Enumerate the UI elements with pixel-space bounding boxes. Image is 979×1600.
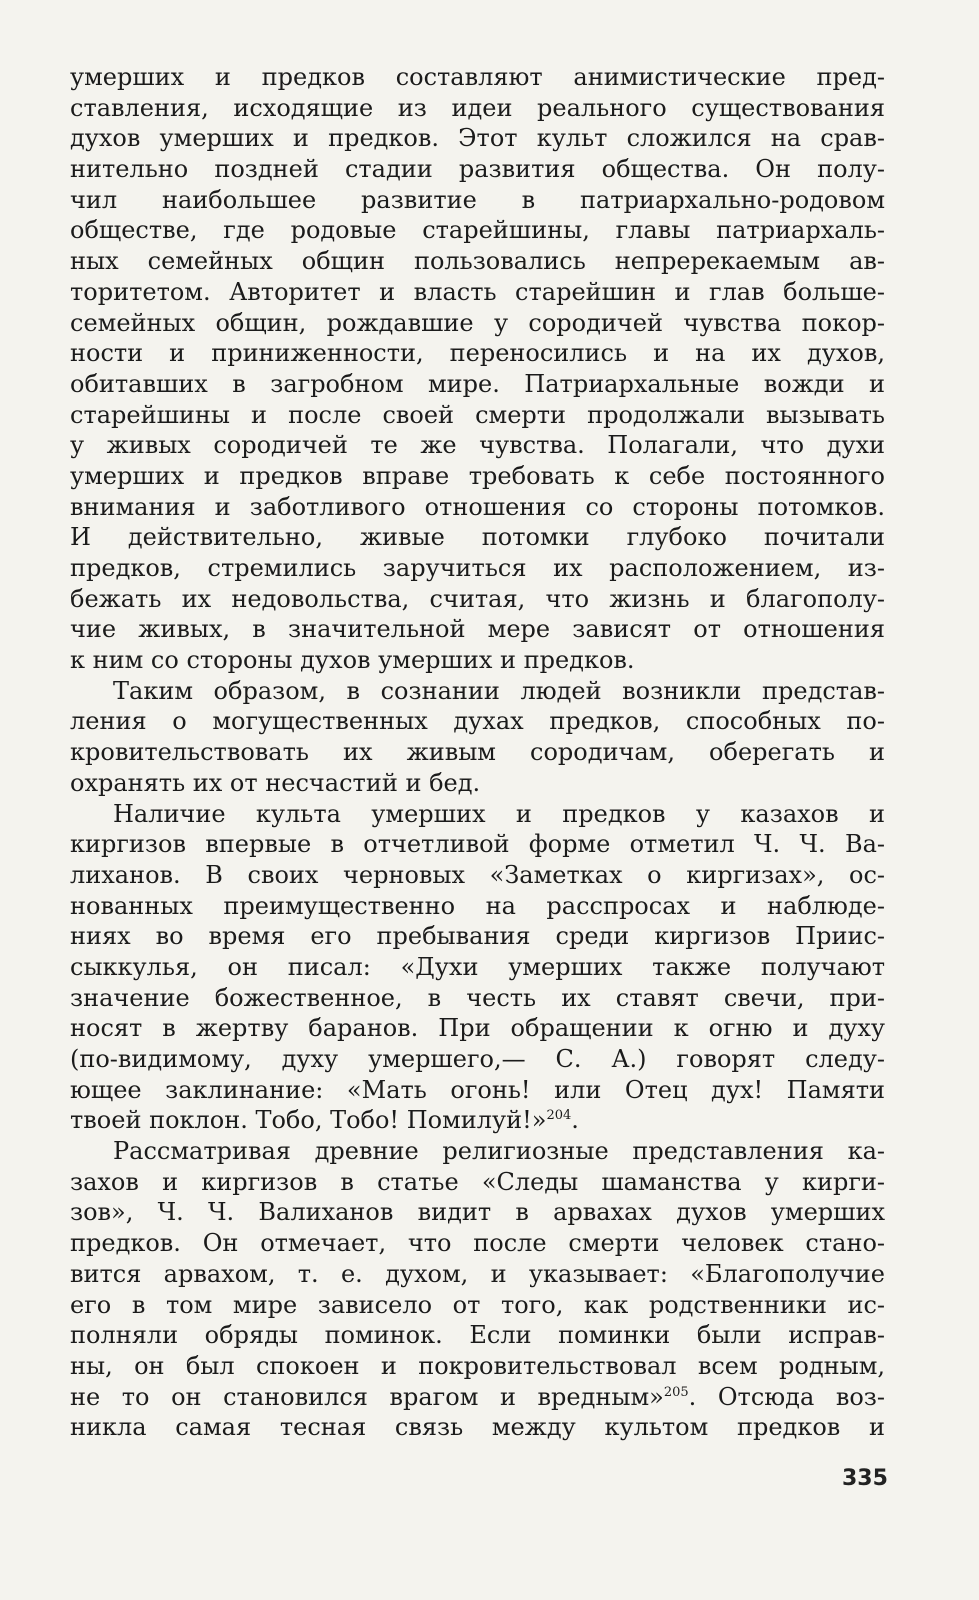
text-line [70,1351,885,1382]
text-line-content: сыккулья, он писал: «Духи умерших также получают [70,952,885,981]
text-line-content: предков, стремились заручиться их расположением, из- [70,554,885,582]
text-line-content: киргизов впервые в отчетливой форме отметил Ч. Ч. Ва- [70,830,885,859]
text-line [70,983,885,1014]
text-line-content: предков. Он отмечает, что после смерти человек стано- [70,1229,885,1258]
text-line-content: твоей поклон. Тобо, Тобо! Помилуй!» [70,1106,547,1135]
text-line [70,93,885,124]
text-line [70,860,885,891]
text-line [70,1044,885,1075]
text-line-content: Наличие культа умерших и предков у казахов и [113,799,885,828]
text-line-content: захов и киргизов в статье «Следы шаманства у кирги- [70,1167,885,1196]
text-line [70,215,885,246]
text-line [70,1136,885,1167]
text-line [70,369,885,400]
text-line-content: ющее заклинание: «Мать огонь! или Отец дух! Памяти [70,1075,885,1104]
text-line [70,185,885,216]
text-line [70,400,885,431]
text-line [70,461,885,492]
text-line [70,737,885,768]
text-line-content: старейшины и после своей смерти продолжали вызывать [70,400,885,429]
text-line [70,1382,885,1413]
text-line [70,676,885,707]
text-line [70,829,885,860]
text-line-content: его в том мире зависело от того, как родственники ис- [70,1290,885,1319]
page-number: 335 [842,1466,888,1491]
text-line [70,645,885,676]
text-line [70,1105,885,1136]
text-line-content: у живых сородичей те же чувства. Полагали, что духи [70,431,885,460]
text-line-content: не то он становился врагом и вредным» [70,1382,664,1411]
text-line [70,1075,885,1106]
text-line [70,522,885,553]
text-line-content: Рассматривая древние религиозные представления ка- [113,1137,885,1166]
text-line [70,154,885,185]
text-line-content: вится арвахом, т. е. духом, и указывает: «Благополучие [70,1259,885,1288]
text-line [70,123,885,154]
text-line [70,1013,885,1044]
text-line [70,1259,885,1290]
text-line [70,430,885,461]
text-line [70,1228,885,1259]
text-line-content: обитавших в загробном мире. Патриархальные вожди и [70,369,885,398]
text-line-content: умерших и предков составляют анимистические пред- [70,63,885,91]
text-line-content: торитетом. Авторитет и власть старейшин и глав больше- [70,277,885,306]
text-line [70,246,885,277]
text-line-content: лиханов. В своих черновых «Заметках о киргизах», ос- [70,860,885,889]
text-line [70,584,885,615]
text-line-content: ных семейных общин пользовались непререкаемым ав- [70,247,885,276]
text-line-content: нованных преимущественно на расспросах и наблюде- [70,891,885,920]
text-line [70,768,885,799]
text-line [70,1320,885,1351]
text-line-content: никла самая тесная связь между культом предков и [70,1413,885,1442]
text-line [70,614,885,645]
footnote-reference: 205 [663,1384,689,1400]
text-line [70,891,885,922]
text-line-content: И действительно, живые потомки глубоко почитали [70,523,885,552]
text-line-content: умерших и предков вправе требовать к себе постоянного [70,461,885,490]
text-line-content: ления о могущественных духах предков, способных по- [70,707,885,736]
text-line-content: охранять их от несчастий и бед. [70,768,481,797]
text-line-content: Таким образом, в сознании людей возникли представ- [113,676,885,705]
text-line-content: чие живых, в значительной мере зависят от отношения [70,615,885,644]
text-line-content: бежать их недовольства, считая, что жизнь и благополу- [70,584,885,613]
text-line [70,952,885,983]
text-line-content: носят в жертву баранов. При обращении к огню и духу [70,1014,885,1043]
text-line [70,553,885,584]
text-line [70,799,885,830]
text-line [70,1197,885,1228]
text-line-content: кровительствовать их живым сородичам, оберегать и [70,738,885,767]
text-line [70,338,885,369]
text-line-content: зов», Ч. Ч. Валиханов видит в арвахах духов умерших [70,1198,885,1227]
text-line-tail: . [571,1106,579,1135]
text-line-content: нительно поздней стадии развития общества. Он полу- [70,155,885,184]
text-line-content: к ним со стороны духов умерших и предков. [70,646,635,675]
text-line-content: ности и приниженности, переносились и на их духов, [70,339,885,368]
text-line [70,277,885,308]
text-line-content: чил наибольшее развитие в патриархально-родовом [70,185,885,214]
text-line-content: ниях во время его пребывания среди киргизов Прииc- [70,922,885,951]
text-line-content: духов умерших и предков. Этот культ сложился на срав- [70,124,885,153]
text-line-content: значение божественное, в честь их ставят свечи, при- [70,983,885,1012]
text-line-content: семейных общин, рождавшие у сородичей чувства покор- [70,308,885,337]
text-line-content: полняли обряды поминок. Если поминки были исправ- [70,1321,885,1350]
footnote-reference: 204 [546,1108,572,1124]
text-line-content: обществе, где родовые старейшины, главы патриархаль- [70,216,885,245]
text-line [70,1167,885,1198]
text-line [70,308,885,339]
text-line [70,1412,885,1443]
text-line [70,921,885,952]
text-line [70,1290,885,1321]
text-line-content: ны, он был спокоен и покровительствовал всем родным, [70,1351,885,1380]
text-line [70,62,885,93]
text-line-tail: . Отсюда воз- [688,1382,885,1411]
text-line-content: (по-видимому, духу умершего,— С. А.) говорят следу- [70,1045,885,1073]
text-line [70,706,885,737]
text-line-content: ставления, исходящие из идеи реального существования [70,93,885,122]
text-line-content: внимания и заботливого отношения со стороны потомков. [70,492,885,521]
text-line [70,492,885,523]
page-body [70,62,885,1443]
